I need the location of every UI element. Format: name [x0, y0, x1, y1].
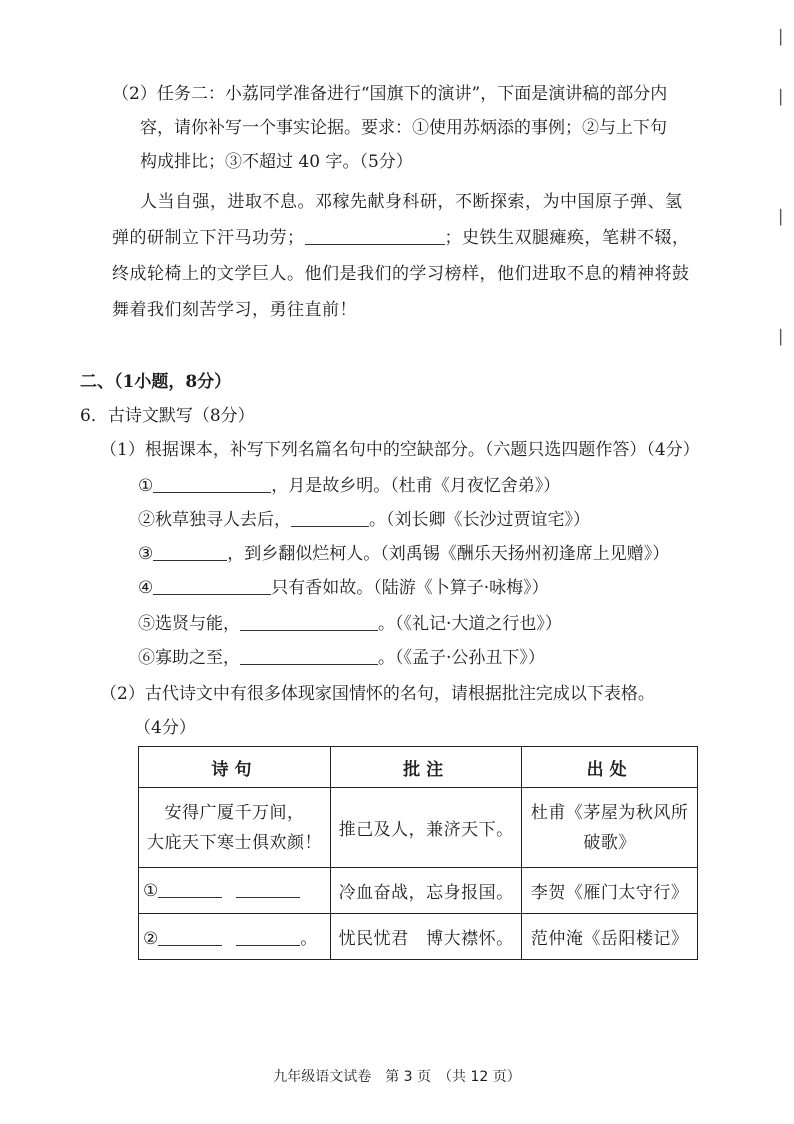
recitation-blank-2[interactable]: [291, 510, 369, 527]
passage-line1: 人当自强，进取不息。邓稼先献身科研，不断探索，为中国原子弹、氢: [140, 192, 683, 212]
passage-line4: 舞着我们刻苦学习，勇往直前！: [112, 300, 357, 320]
scan-edge-mark: ▏: [780, 90, 791, 106]
row2-source: 李贺《雁门太守行》: [522, 868, 698, 914]
row1-source: 杜甫《茅屋为秋风所 破歌》: [522, 788, 698, 868]
header-source: 出处: [522, 747, 698, 788]
table-header-row: [139, 747, 698, 788]
passage-line3: 终成轮椅上的文学巨人。他们是我们的学习榜样，他们进取不息的精神将鼓: [112, 264, 690, 284]
recitation-blank-6[interactable]: [240, 648, 378, 665]
table-row: [139, 868, 698, 914]
recitation-blank-5[interactable]: [240, 614, 378, 631]
recitation-item-4: ④ 只有香如故。（陆游《卜算子·咏梅》）: [138, 578, 549, 598]
recitation-blank-4[interactable]: [153, 578, 271, 595]
recitation-item-5: ⑤选贤与能， 。（《礼记·大道之行也》）: [138, 614, 562, 634]
table-blank-2a[interactable]: [158, 929, 222, 946]
section2-title: 二、（1小题，8分）: [80, 372, 232, 392]
recitation-blank-1[interactable]: [153, 476, 271, 493]
table-blank-1a[interactable]: [158, 881, 222, 898]
task2-prompt-line1: （2）任务二：小荔同学准备进行“国旗下的演讲”，下面是演讲稿的部分内: [112, 84, 668, 104]
recitation-item-1: ① ，月是故乡明。（杜甫《月夜忆舍弟》）: [138, 476, 561, 496]
task2-prompt-line2: 容，请你补写一个事实论据。要求：①使用苏炳添的事例；②与上下句: [140, 118, 667, 138]
scan-edge-mark: ▏: [780, 210, 791, 226]
question6-sub2: （2）古代诗文中有很多体现家国情怀的名句，请根据批注完成以下表格。: [100, 684, 655, 704]
table-row: [139, 914, 698, 960]
row1-note: 推己及人，兼济天下。: [331, 788, 522, 868]
row3-note: 忧民忧君 博大襟怀。: [331, 914, 522, 960]
header-poem: 诗句: [139, 747, 331, 788]
question6-sub2-points: （4分）: [134, 718, 196, 738]
question6-sub1: （1）根据课本，补写下列名篇名句中的空缺部分。（六题只选四题作答）（4分）: [100, 440, 700, 460]
argument-blank[interactable]: [305, 228, 445, 245]
recitation-item-3: ③ ，到乡翻似烂柯人。（刘禹锡《酬乐天扬州初逢席上见赠》）: [138, 544, 670, 564]
header-note: 批注: [331, 747, 522, 788]
page-footer: 九年级语文试卷 第 3 页 （共 12 页）: [273, 1069, 521, 1085]
passage-line2-end: ；史铁生双腿瘫痪，笔耕不辍，: [444, 228, 690, 248]
task2-prompt-line3: 构成排比；③不超过 40 字。（5分）: [140, 152, 413, 172]
question6-title: 6．古诗文默写（8分）: [80, 406, 255, 426]
row3-source: 范仲淹《岳阳楼记》: [522, 914, 698, 960]
scan-edge-mark: ▏: [780, 330, 791, 346]
scan-edge-mark: ▏: [780, 30, 791, 46]
poetry-table: [138, 746, 698, 960]
row1-poem: 安得广厦千万间， 大庇天下寒士俱欢颜！: [139, 788, 331, 868]
recitation-item-2: ②秋草独寻人去后， 。（刘长卿《长沙过贾谊宅》）: [138, 510, 590, 530]
table-row: [139, 788, 698, 868]
passage-line2: [112, 226, 690, 250]
recitation-item-6: ⑥寡助之至， 。（《孟子·公孙丑下》）: [138, 648, 545, 668]
recitation-blank-3[interactable]: [153, 544, 227, 561]
table-blank-1b[interactable]: [236, 881, 300, 898]
row2-note: 冷血奋战，忘身报国。: [331, 868, 522, 914]
table-blank-2b[interactable]: [236, 929, 300, 946]
passage-line2-start: 弹的研制立下汗马功劳；: [112, 228, 305, 248]
row2-poem: ①: [139, 868, 331, 914]
row3-poem: ② 。: [139, 914, 331, 960]
